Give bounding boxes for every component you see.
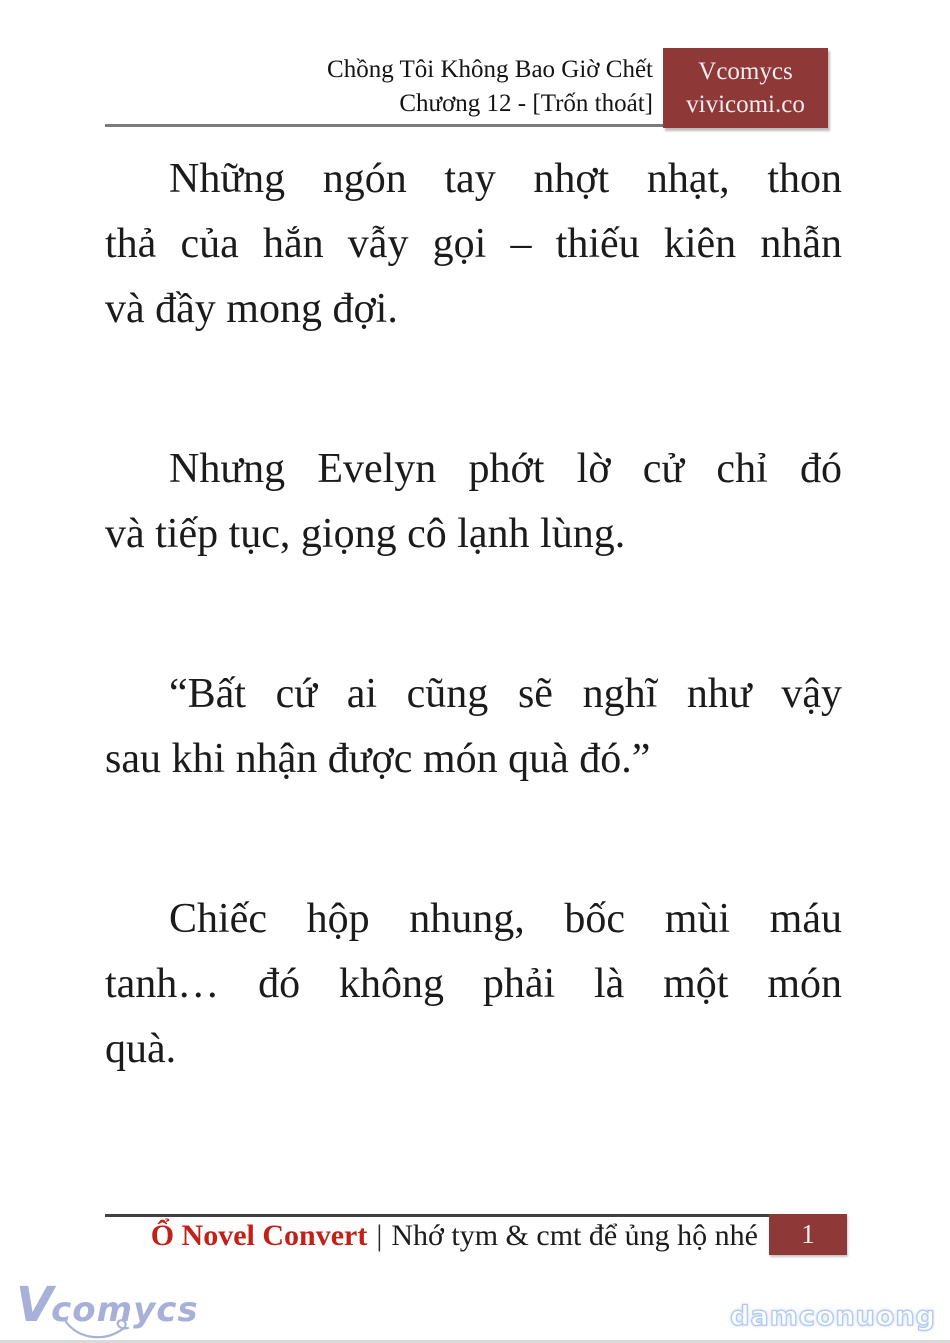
footer-divider-line: [105, 1214, 847, 1217]
paragraph-line: tanh… đó không phải là một món: [105, 961, 842, 1007]
brand-site: vivicomi.co: [686, 91, 805, 118]
body-paragraph: [105, 437, 842, 567]
paragraph-line: “Bất cứ ai cũng sẽ nghĩ như vậy: [169, 671, 842, 717]
header-brand-stamp: [663, 48, 828, 128]
footer-credit-line: [151, 1218, 758, 1254]
book-title: Chồng Tôi Không Bao Giờ Chết: [327, 56, 653, 83]
body-paragraph: [105, 887, 842, 1082]
logo-text: comycs: [51, 1290, 199, 1330]
footer-separator: |: [376, 1219, 383, 1252]
brand-name: Vcomycs: [698, 58, 793, 85]
paragraph-line: Chiếc hộp nhung, bốc mùi máu: [169, 896, 842, 942]
chapter-title: Chương 12 - [Trốn thoát]: [399, 90, 653, 117]
logo-swirl-flourish: [62, 1316, 152, 1342]
damconuong-watermark: damconuong: [730, 1301, 936, 1332]
page-number-badge: [769, 1214, 847, 1255]
footer-note: Nhớ tym & cmt để ủng hộ nhé: [391, 1219, 758, 1252]
logo-initial: V: [16, 1277, 52, 1333]
header-divider-line: [105, 124, 663, 127]
footer-group-name: Ổ Novel Convert: [150, 1219, 368, 1252]
paragraph-line: và tiếp tục, giọng cô lạnh lùng.: [105, 511, 626, 557]
paragraph-line: Nhưng Evelyn phớt lờ cử chỉ đó: [169, 446, 842, 492]
chapter-text: [105, 147, 842, 1177]
paragraph-line: sau khi nhận được món quà đó.”: [105, 736, 651, 782]
paragraph-line: và đầy mong đợi.: [105, 286, 398, 332]
paragraph-line: quà.: [105, 1026, 177, 1072]
paragraph-line: Những ngón tay nhợt nhạt, thon: [169, 156, 842, 202]
body-paragraph: [105, 147, 842, 342]
header-title-block: [327, 53, 653, 121]
paragraph-line: thả của hắn vẫy gọi – thiếu kiên nhẫn: [105, 221, 842, 267]
page-number: 1: [801, 1219, 815, 1249]
body-paragraph: [105, 662, 842, 792]
